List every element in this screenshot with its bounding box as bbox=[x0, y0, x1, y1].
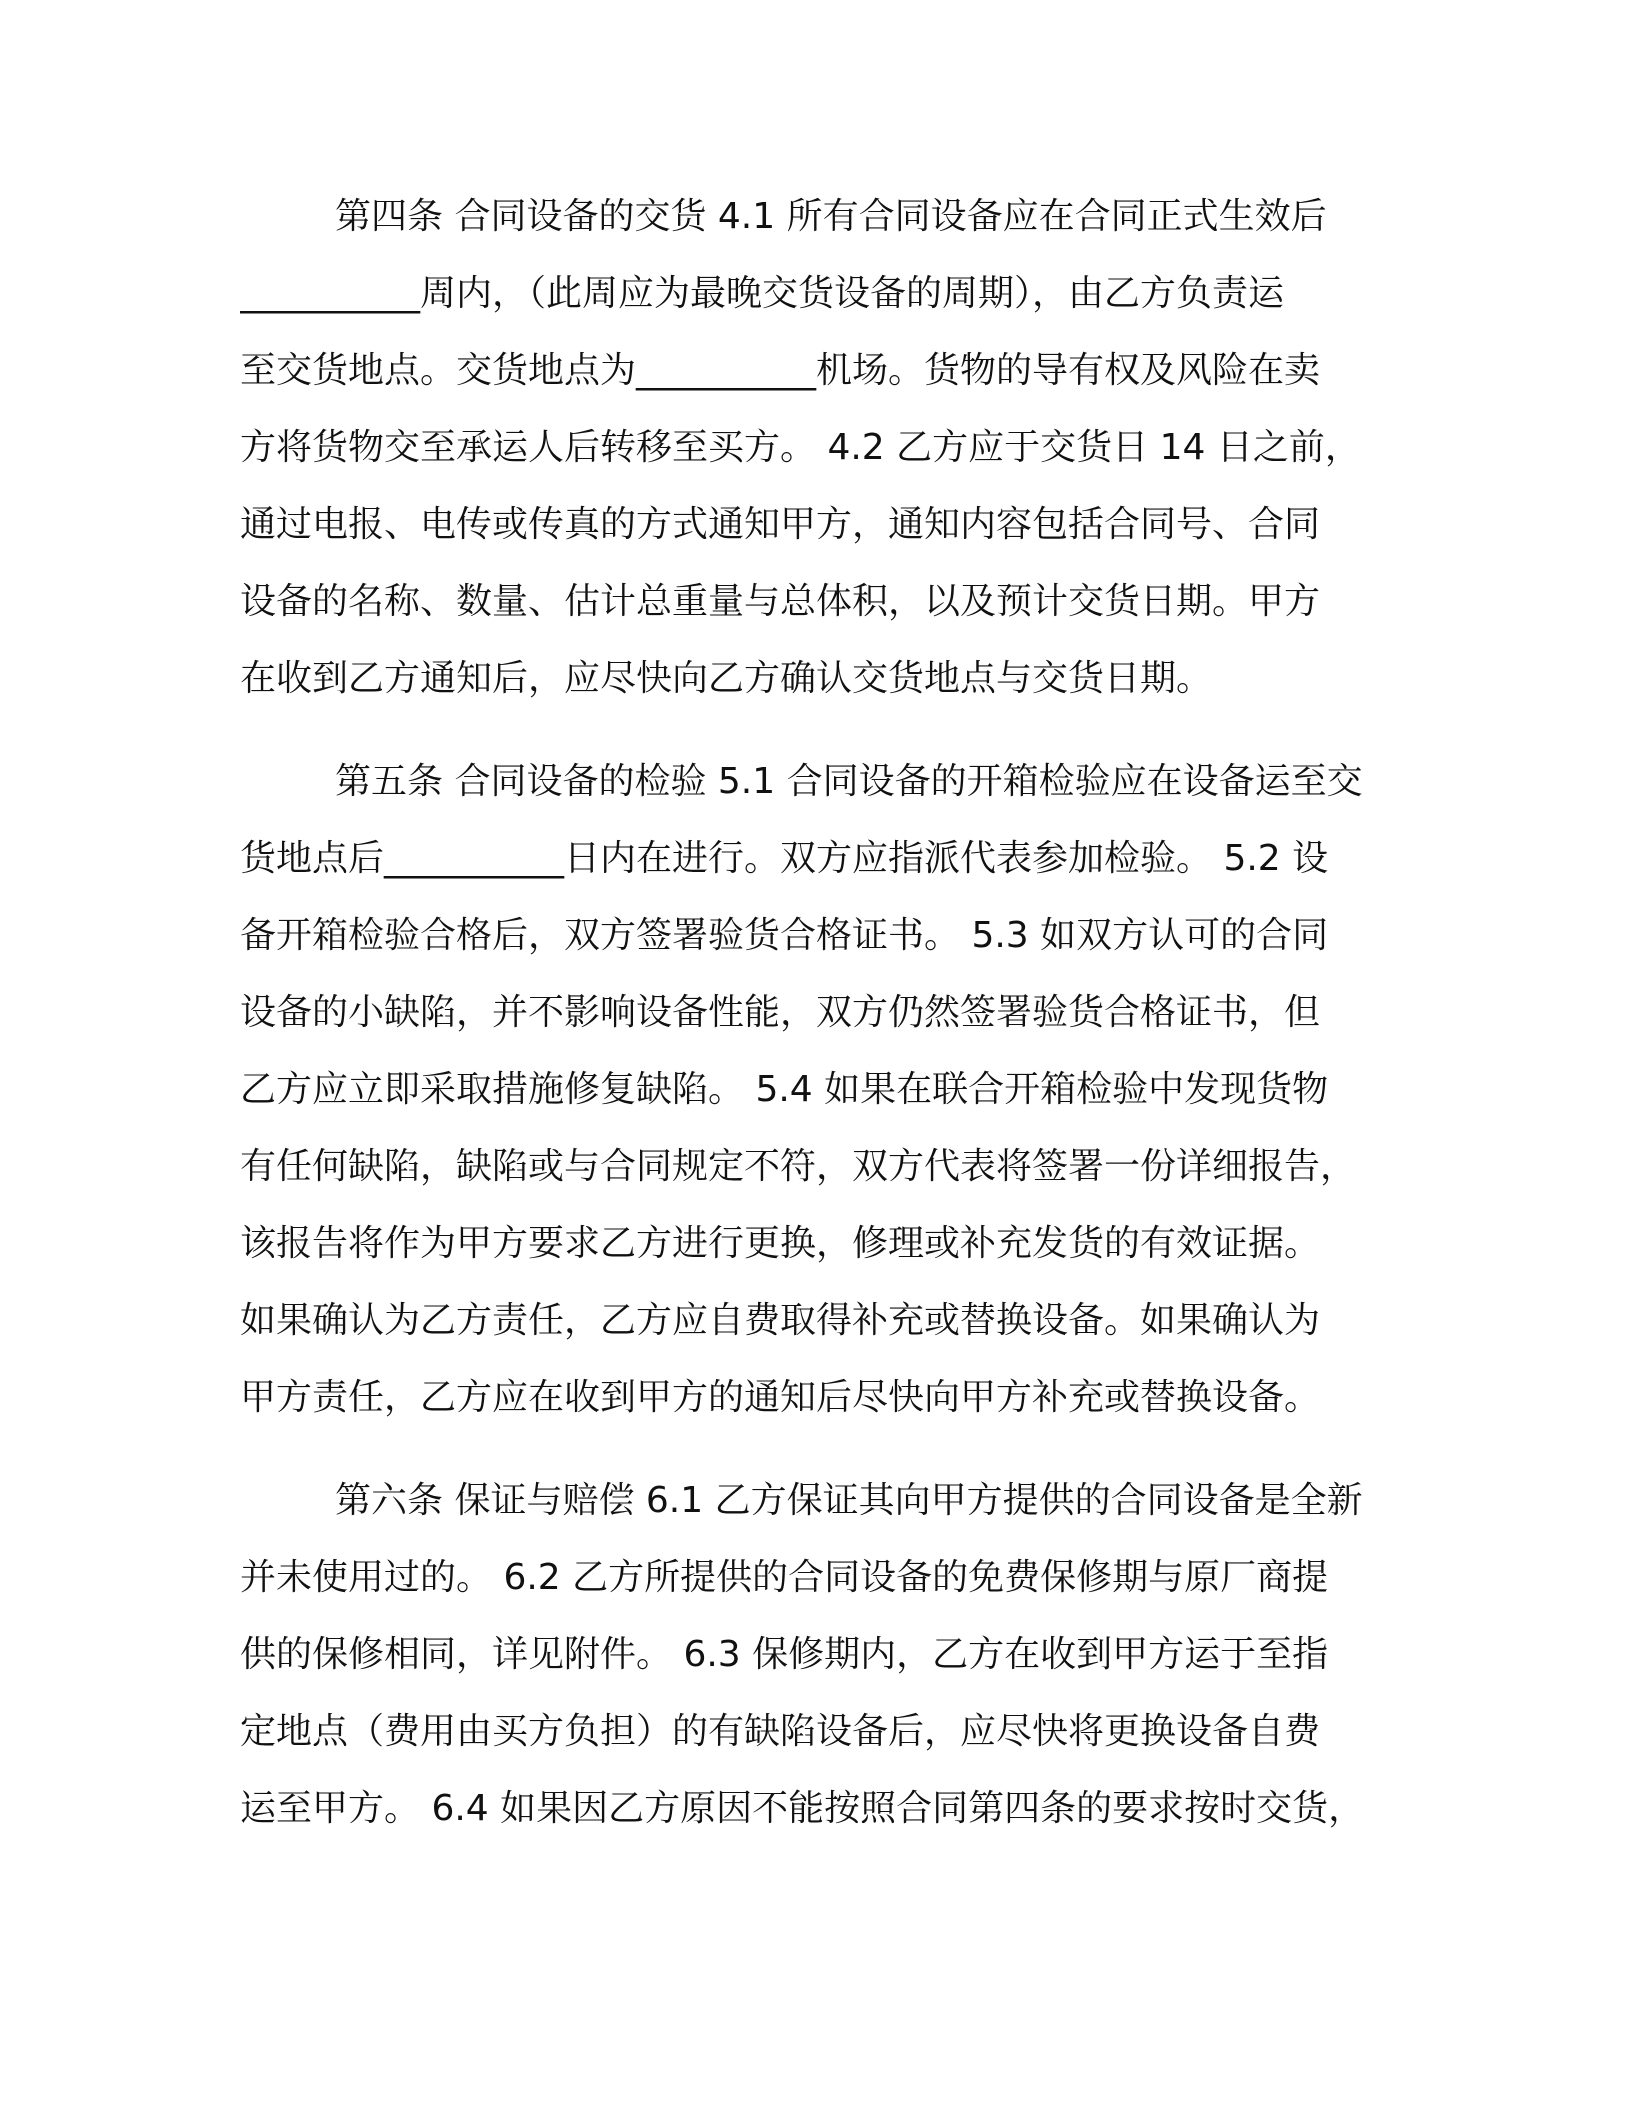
text-line: 运至甲方。 6.4 如果因乙方原因不能按照合同第四条的要求按时交货， bbox=[240, 1788, 1365, 1829]
text-line: 第五条 合同设备的检验 5.1 合同设备的开箱检验应在设备运至交 bbox=[335, 761, 1363, 802]
text-line: 至交货地点。交货地点为__________机场。货物的导有权及风险在卖 bbox=[240, 350, 1321, 391]
text-line: 通过电报、电传或传真的方式通知甲方，通知内容包括合同号、合同 bbox=[240, 504, 1321, 545]
text-line: 供的保修相同，详见附件。 6.3 保修期内，乙方在收到甲方运于至指 bbox=[240, 1634, 1329, 1675]
text-line: 如果确认为乙方责任，乙方应自费取得补充或替换设备。如果确认为 bbox=[240, 1300, 1321, 1341]
text-line: 有任何缺陷，缺陷或与合同规定不符，双方代表将签署一份详细报告， bbox=[240, 1146, 1357, 1187]
text-line: 设备的名称、数量、估计总重量与总体积，以及预计交货日期。甲方 bbox=[240, 581, 1321, 622]
text-line: 乙方应立即采取措施修复缺陷。 5.4 如果在联合开箱检验中发现货物 bbox=[240, 1069, 1329, 1110]
text-line: 货地点后__________日内在进行。双方应指派代表参加检验。 5.2 设 bbox=[240, 838, 1329, 879]
text-line: 设备的小缺陷，并不影响设备性能，双方仍然签署验货合格证书，但 bbox=[240, 992, 1321, 1033]
text-line: 定地点（费用由买方负担）的有缺陷设备后，应尽快将更换设备自费 bbox=[240, 1711, 1321, 1752]
text-line: 方将货物交至承运人后转移至买方。 4.2 乙方应于交货日 14 日之前， bbox=[240, 427, 1361, 468]
text-line: 备开箱检验合格后，双方签署验货合格证书。 5.3 如双方认可的合同 bbox=[240, 915, 1329, 956]
text-line: 第六条 保证与赔偿 6.1 乙方保证其向甲方提供的合同设备是全新 bbox=[335, 1480, 1363, 1521]
text-line: 第四条 合同设备的交货 4.1 所有合同设备应在合同正式生效后 bbox=[335, 196, 1327, 237]
text-line: 在收到乙方通知后，应尽快向乙方确认交货地点与交货日期。 bbox=[240, 658, 1213, 699]
text-line: 该报告将作为甲方要求乙方进行更换，修理或补充发货的有效证据。 bbox=[240, 1223, 1321, 1264]
text-line: 甲方责任，乙方应在收到甲方的通知后尽快向甲方补充或替换设备。 bbox=[240, 1377, 1321, 1418]
text-line: 并未使用过的。 6.2 乙方所提供的合同设备的免费保修期与原厂商提 bbox=[240, 1557, 1329, 1598]
text-line: __________周内，（此周应为最晚交货设备的周期），由乙方负责运 bbox=[240, 273, 1285, 314]
